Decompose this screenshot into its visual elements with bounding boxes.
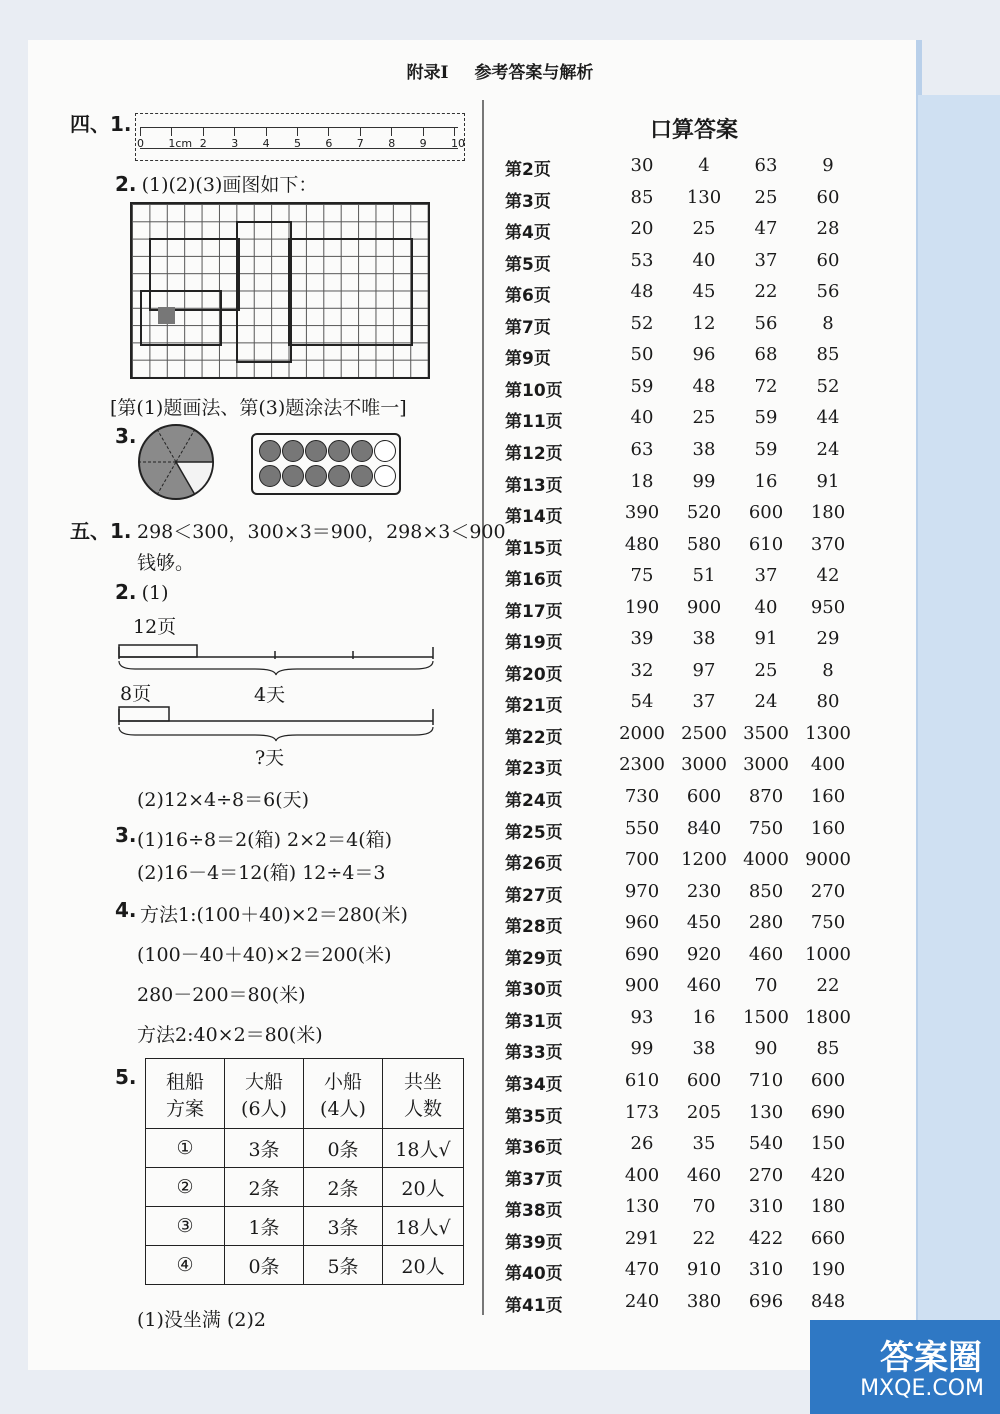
answer-value: 3500 — [743, 722, 789, 744]
q5-4-line4: 方法2:40×2＝80(米) — [137, 1024, 323, 1046]
th-total-1: 共坐 — [403, 1070, 442, 1093]
header-title: 参考答案与解析 — [474, 63, 594, 83]
answer-value: 130 — [748, 1101, 784, 1123]
cell: ② — [146, 1168, 225, 1207]
answer-value: 270 — [810, 880, 846, 902]
answer-value: 460 — [748, 943, 784, 965]
answer-page-label: 第20页 — [505, 664, 563, 685]
answer-value: 750 — [810, 912, 846, 934]
answer-page-label: 第40页 — [505, 1264, 563, 1285]
answer-value: 38 — [692, 438, 716, 460]
answer-value: 910 — [686, 1259, 722, 1281]
answer-value: 270 — [748, 1164, 784, 1186]
th-big-2: (6人) — [241, 1097, 287, 1120]
diagram-mid-label: 8页 — [120, 683, 152, 705]
answer-value: 550 — [624, 817, 660, 839]
answer-value: 40 — [630, 407, 654, 429]
q5-3-line1: (1)16÷8＝2(箱) 2×2＝4(箱) — [137, 829, 393, 851]
answer-value: 63 — [630, 438, 654, 460]
watermark-url: MXQE.COM — [860, 1376, 984, 1401]
ruler-tick — [171, 127, 172, 136]
answer-value: 22 — [816, 975, 840, 997]
cell: ③ — [146, 1207, 225, 1246]
answer-value: 60 — [816, 249, 840, 271]
drawing-grid — [130, 202, 430, 379]
q5-2 — [115, 580, 169, 604]
answer-page-label: 第26页 — [505, 854, 563, 875]
q4-2-note: [第(1)题画法、第(3)题涂法不唯一] — [110, 397, 407, 419]
answer-value: 29 — [816, 628, 840, 650]
th-small-1: 小船 — [323, 1070, 362, 1093]
q5-1-label: 五、1. — [70, 519, 132, 543]
q4-2-text: (1)(2)(3)画图如下： — [141, 174, 318, 196]
answer-value: 38 — [692, 1038, 716, 1060]
answer-value: 37 — [754, 565, 778, 587]
answer-value: 600 — [810, 1069, 846, 1091]
answer-value: 480 — [624, 533, 660, 555]
th-small — [304, 1059, 383, 1129]
answer-value: 80 — [816, 691, 840, 713]
answer-value: 24 — [816, 438, 840, 460]
bead-filled — [328, 465, 350, 487]
ruler-number: 5 — [294, 137, 301, 150]
answer-value: 1800 — [805, 1006, 851, 1028]
answer-value: 60 — [816, 186, 840, 208]
answer-value: 75 — [630, 565, 654, 587]
q5-1-line2: 钱够。 — [137, 552, 195, 574]
answer-value: 8 — [822, 659, 834, 681]
ruler-number: 6 — [325, 137, 333, 150]
answer-value: 1300 — [805, 722, 851, 744]
answer-value: 63 — [754, 155, 778, 176]
answer-value: 205 — [686, 1101, 722, 1123]
grid-rect-c — [288, 238, 413, 346]
answer-page-label: 第13页 — [505, 475, 563, 496]
answer-value: 22 — [754, 281, 778, 303]
grid-square-d — [140, 290, 222, 346]
answer-value: 38 — [692, 628, 716, 650]
answer-page-label: 第35页 — [505, 1106, 563, 1127]
ruler-figure — [135, 113, 465, 161]
cell: 5条 — [304, 1246, 383, 1285]
q5-3-line2: (2)16－4＝12(箱) 12÷4＝3 — [137, 862, 386, 884]
q5-4-line3: 280－200＝80(米) — [137, 984, 306, 1006]
grid-rect-b — [236, 221, 292, 363]
answer-value: 40 — [692, 249, 716, 271]
answer-value: 130 — [624, 1196, 660, 1218]
answer-value: 93 — [630, 1006, 654, 1028]
answer-page-label: 第28页 — [505, 917, 563, 938]
answer-value: 99 — [630, 1038, 654, 1060]
ruler-number: 2 — [199, 137, 207, 150]
answer-value: 160 — [810, 786, 846, 807]
answer-value: 20 — [630, 218, 654, 240]
answer-page-label: 第37页 — [505, 1169, 563, 1190]
answer-value: 30 — [630, 155, 654, 176]
answer-value: 3000 — [743, 754, 789, 776]
answer-page-label: 第33页 — [505, 1043, 563, 1064]
cell: 3条 — [225, 1129, 304, 1168]
answer-page-label: 第38页 — [505, 1201, 563, 1222]
answer-page-label: 第16页 — [505, 570, 563, 591]
ruler-number: 7 — [356, 137, 364, 150]
answer-value: 96 — [692, 344, 716, 366]
ruler-tick — [423, 127, 424, 136]
answer-value: 660 — [810, 1227, 846, 1249]
table-row — [146, 1168, 464, 1207]
answer-value: 2000 — [619, 722, 665, 744]
ruler-tick — [391, 127, 392, 136]
answer-value: 26 — [630, 1133, 654, 1155]
answer-value: 400 — [624, 1164, 660, 1186]
answer-value: 51 — [692, 565, 716, 587]
column-divider — [482, 100, 484, 1315]
answer-value: 91 — [816, 470, 840, 492]
cell: ① — [146, 1129, 225, 1168]
diagram-question-label: ?天 — [255, 747, 285, 769]
answer-value: 460 — [686, 1164, 722, 1186]
answer-value: 70 — [692, 1196, 716, 1218]
bead-filled — [328, 440, 350, 462]
answer-page-label: 第36页 — [505, 1138, 563, 1159]
answer-value: 44 — [816, 407, 840, 429]
answer-value: 72 — [754, 375, 778, 397]
ruler-tick — [360, 127, 361, 136]
answer-page-label: 第30页 — [505, 980, 563, 1001]
ruler-tick — [328, 127, 329, 136]
answer-value: 970 — [624, 880, 660, 902]
answer-value: 2500 — [681, 722, 727, 744]
answer-value: 580 — [686, 533, 722, 555]
answer-page-label: 第6页 — [505, 286, 551, 307]
cell: 0条 — [304, 1129, 383, 1168]
bead-filled — [351, 440, 373, 462]
answer-value: 53 — [630, 249, 654, 271]
answer-page-label: 第31页 — [505, 1011, 563, 1032]
answer-value: 730 — [624, 786, 660, 807]
answer-value: 400 — [810, 754, 846, 776]
answer-value: 390 — [624, 502, 660, 524]
answer-value: 97 — [692, 659, 716, 681]
beads-figure — [251, 433, 401, 495]
answer-value: 870 — [748, 786, 784, 807]
answer-value: 37 — [692, 691, 716, 713]
bead-filled — [305, 465, 327, 487]
th-scheme-2: 方案 — [165, 1097, 204, 1120]
answer-value: 25 — [754, 186, 778, 208]
diagram-top-label: 12页 — [133, 616, 177, 638]
answer-value: 22 — [692, 1227, 716, 1249]
answer-value: 56 — [816, 281, 840, 303]
answer-value: 710 — [748, 1069, 784, 1091]
q5-3-label: 3. — [115, 823, 137, 847]
answer-value: 310 — [748, 1259, 784, 1281]
answer-page-label: 第22页 — [505, 727, 563, 748]
answer-value: 130 — [686, 186, 722, 208]
answer-value: 180 — [810, 502, 846, 524]
th-big-1: 大船 — [244, 1070, 283, 1093]
answer-value: 900 — [624, 975, 660, 997]
answer-value: 1200 — [681, 849, 727, 871]
answer-value: 2300 — [619, 754, 665, 776]
answer-value: 280 — [748, 912, 784, 934]
answer-value: 750 — [748, 817, 784, 839]
answer-value: 8 — [822, 312, 834, 334]
bead-filled — [305, 440, 327, 462]
answer-value: 50 — [630, 344, 654, 366]
answer-value: 32 — [630, 659, 654, 681]
answer-page-label: 第27页 — [505, 885, 563, 906]
answer-value: 12 — [692, 312, 716, 334]
answer-value: 700 — [624, 849, 660, 871]
q5-2-part2: (2)12×4÷8＝6(天) — [137, 789, 310, 811]
answer-page-label: 第5页 — [505, 254, 551, 275]
answer-value: 840 — [686, 817, 722, 839]
answer-value: 190 — [624, 596, 660, 618]
answer-value: 40 — [754, 596, 778, 618]
answer-value: 1500 — [743, 1006, 789, 1028]
bead-filled — [282, 440, 304, 462]
answer-value: 9 — [822, 155, 834, 176]
table-row — [146, 1246, 464, 1285]
cell: 20人 — [383, 1246, 464, 1285]
q5-5-label: 5. — [115, 1065, 137, 1089]
answer-value: 470 — [624, 1259, 660, 1281]
answer-page-label: 第11页 — [505, 412, 563, 433]
ruler-tick — [297, 127, 298, 136]
answer-value: 600 — [686, 786, 722, 807]
answer-value: 180 — [810, 1196, 846, 1218]
answer-value: 610 — [748, 533, 784, 555]
answer-value: 35 — [692, 1133, 716, 1155]
answer-value: 160 — [810, 817, 846, 839]
answer-value: 9000 — [805, 849, 851, 871]
answer-value: 48 — [630, 281, 654, 303]
q5-1-line1: 298＜300，300×3＝900，298×3＜900 — [137, 521, 506, 543]
answer-value: 190 — [810, 1259, 846, 1281]
answer-value: 696 — [748, 1290, 784, 1312]
ruler-number: 8 — [388, 137, 396, 150]
answer-page-label: 第15页 — [505, 538, 563, 559]
answer-value: 610 — [624, 1069, 660, 1091]
th-total — [383, 1059, 464, 1129]
answer-value: 54 — [630, 691, 654, 713]
answer-page-label: 第12页 — [505, 443, 563, 464]
answer-page-label: 第2页 — [505, 160, 551, 180]
answer-value: 70 — [754, 975, 778, 997]
q5-4-line2: (100－40＋40)×2＝200(米) — [137, 944, 392, 966]
diagram-days-label: 4天 — [254, 684, 286, 706]
answer-value: 16 — [692, 1006, 716, 1028]
ruler-number: 1cm — [168, 137, 193, 150]
answers-title: 口算答案 — [650, 118, 739, 143]
bead-filled — [351, 465, 373, 487]
answer-page-label: 第39页 — [505, 1232, 563, 1253]
answer-value: 59 — [630, 375, 654, 397]
answer-page-label: 第21页 — [505, 696, 563, 717]
cell: 20人 — [383, 1168, 464, 1207]
answer-value: 900 — [686, 596, 722, 618]
answer-page-label: 第34页 — [505, 1074, 563, 1095]
ruler-number: 3 — [231, 137, 239, 150]
ruler-number: 0 — [137, 137, 144, 150]
answer-value: 45 — [692, 281, 716, 303]
answer-value: 600 — [748, 502, 784, 524]
answer-value: 690 — [810, 1101, 846, 1123]
header-appendix: 附录Ⅰ — [406, 63, 449, 83]
answer-page-label: 第3页 — [505, 191, 551, 212]
answer-page-label: 第25页 — [505, 822, 563, 843]
cell: 18人√ — [383, 1129, 464, 1168]
cell: 1条 — [225, 1207, 304, 1246]
answer-value: 960 — [624, 912, 660, 934]
answer-value: 540 — [748, 1133, 784, 1155]
answer-value: 520 — [686, 502, 722, 524]
side-tab — [918, 95, 1000, 1385]
q5-2-part1: (1) — [141, 582, 169, 604]
ruler-tick — [140, 127, 141, 136]
answer-value: 4000 — [743, 849, 789, 871]
answer-page-label: 第19页 — [505, 633, 563, 654]
ruler-number: 9 — [419, 137, 427, 150]
answer-value: 25 — [692, 407, 716, 429]
answer-value: 37 — [754, 249, 778, 271]
bead-empty — [374, 465, 396, 487]
answer-value: 450 — [686, 912, 722, 934]
th-scheme — [146, 1059, 225, 1129]
answer-value: 47 — [754, 218, 778, 240]
answer-value: 99 — [692, 470, 716, 492]
answer-value: 25 — [754, 659, 778, 681]
cell: 2条 — [225, 1168, 304, 1207]
th-total-2: 人数 — [403, 1097, 442, 1120]
table-row — [146, 1207, 464, 1246]
answer-value: 848 — [810, 1290, 846, 1312]
answer-value: 950 — [810, 596, 846, 618]
th-small-2: (4人) — [320, 1097, 366, 1120]
answer-page-label: 第9页 — [505, 349, 551, 370]
ruler-tick — [234, 127, 235, 136]
answer-value: 4 — [698, 155, 710, 176]
ruler-number: 10 — [451, 137, 465, 150]
answer-value: 52 — [630, 312, 654, 334]
answer-value: 920 — [686, 943, 722, 965]
bead-filled — [259, 465, 281, 487]
answer-value: 291 — [624, 1227, 660, 1249]
cell: 0条 — [225, 1246, 304, 1285]
answer-value: 85 — [816, 344, 840, 366]
cell: 18人√ — [383, 1207, 464, 1246]
ruler-tick — [203, 127, 204, 136]
answer-value: 85 — [816, 1038, 840, 1060]
ruler-tick — [454, 127, 455, 136]
answer-value: 18 — [630, 470, 654, 492]
answer-value: 39 — [630, 628, 654, 650]
answer-value: 420 — [810, 1164, 846, 1186]
q5-4-line1: 方法1:(100＋40)×2＝280(米) — [140, 904, 408, 926]
watermark-logo: 答案圈 — [880, 1338, 982, 1378]
answer-value: 150 — [810, 1133, 846, 1155]
answer-page-label: 第10页 — [505, 380, 563, 401]
bead-filled — [282, 465, 304, 487]
q4-3-label: 3. — [115, 424, 137, 448]
bead-empty — [374, 440, 396, 462]
answer-value: 690 — [624, 943, 660, 965]
table-row — [146, 1129, 464, 1168]
answer-value: 59 — [754, 407, 778, 429]
answer-value: 85 — [630, 186, 654, 208]
answer-page-label: 第29页 — [505, 948, 563, 969]
answer-value: 380 — [686, 1290, 722, 1312]
answer-page-label: 第41页 — [505, 1295, 563, 1316]
answer-value: 52 — [816, 375, 840, 397]
answer-page-label: 第23页 — [505, 759, 563, 780]
answer-value: 59 — [754, 438, 778, 460]
answer-value: 460 — [686, 975, 722, 997]
answer-value: 370 — [810, 533, 846, 555]
answer-value: 56 — [754, 312, 778, 334]
answer-value: 230 — [686, 880, 722, 902]
answer-value: 310 — [748, 1196, 784, 1218]
ruler-tick — [266, 127, 267, 136]
q5-4-label: 4. — [115, 898, 137, 922]
answer-value: 173 — [624, 1101, 660, 1123]
answer-value: 42 — [816, 565, 840, 587]
answer-value: 16 — [754, 470, 778, 492]
cell: ④ — [146, 1246, 225, 1285]
q5-5-footer: (1)没坐满 (2)2 — [137, 1309, 266, 1331]
answer-page-label: 第14页 — [505, 507, 563, 528]
answer-value: 1000 — [805, 943, 851, 965]
cell: 2条 — [304, 1168, 383, 1207]
answer-value: 240 — [624, 1290, 660, 1312]
answer-value: 600 — [686, 1069, 722, 1091]
pie-figure — [136, 422, 216, 502]
answer-value: 3000 — [681, 754, 727, 776]
answer-value: 91 — [754, 628, 778, 650]
answer-value: 68 — [754, 344, 778, 366]
cell: 3条 — [304, 1207, 383, 1246]
answer-page-label: 第24页 — [505, 791, 563, 811]
answer-value: 422 — [748, 1227, 784, 1249]
answer-page-label: 第7页 — [505, 317, 551, 338]
page-header — [0, 58, 1000, 83]
q4-1-label: 四、1. — [70, 112, 132, 136]
answer-page-label: 第4页 — [505, 223, 551, 244]
answer-page-label: 第17页 — [505, 601, 563, 622]
answer-value: 24 — [754, 691, 778, 713]
boat-table — [145, 1058, 464, 1285]
th-scheme-1: 租船 — [165, 1070, 204, 1093]
answer-value: 25 — [692, 218, 716, 240]
q5-2-label: 2. — [115, 580, 137, 604]
answer-value: 28 — [816, 218, 840, 240]
th-big — [225, 1059, 304, 1129]
answer-value: 850 — [748, 880, 784, 902]
ruler-number: 4 — [262, 137, 270, 150]
answer-value: 90 — [754, 1038, 778, 1060]
q4-2 — [115, 170, 317, 197]
shaded-cell — [158, 307, 175, 324]
answer-value: 48 — [692, 375, 716, 397]
q4-2-label: 2. — [115, 172, 137, 196]
bead-filled — [259, 440, 281, 462]
